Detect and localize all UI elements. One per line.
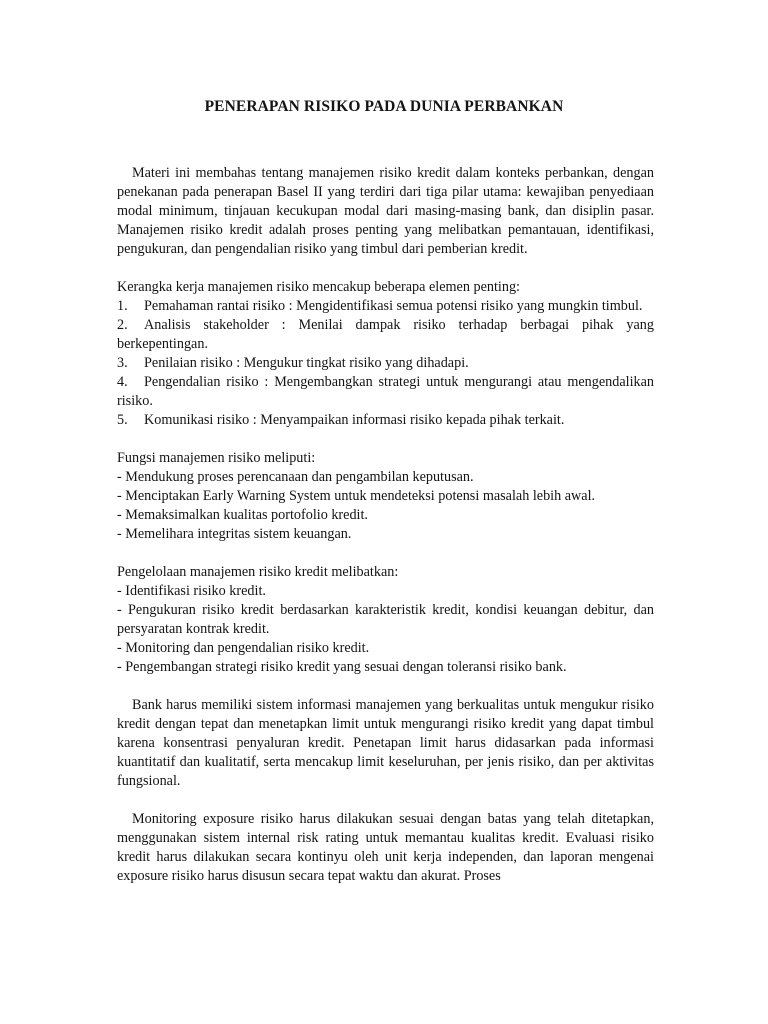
framework-item <box>117 316 654 354</box>
framework-item <box>117 373 654 411</box>
functions-heading: Fungsi manajemen risiko meliputi: <box>117 450 316 466</box>
functions-item: - Memelihara integritas sistem keuangan. <box>117 526 352 542</box>
intro-paragraph: Materi ini membahas tentang manajemen risiko kredit dalam konteks perbankan, dengan penekanan pada penerapan Basel II yang terdiri dari tiga pilar utama: kewajiban penyediaan modal minimum, tinjauan kecukupan modal dari masing-masing bank, dan disiplin pasar. Manajemen risiko kredit adalah proses penting yang melibatkan pemantauan, identifikasi, pengukuran, dan pengendalian risiko yang timbul dari pemberian kredit. <box>117 165 654 257</box>
management-item: - Monitoring dan pengendalian risiko kredit. <box>117 640 370 656</box>
item-number: 1. <box>117 298 128 314</box>
framework-section <box>117 278 654 430</box>
item-number: 3. <box>117 355 128 371</box>
management-item: - Identifikasi risiko kredit. <box>117 583 266 599</box>
framework-item <box>117 297 654 316</box>
management-section <box>117 563 654 677</box>
framework-heading: Kerangka kerja manajemen risiko mencakup beberapa elemen penting: <box>117 279 520 295</box>
item-number: 4. <box>117 374 128 390</box>
functions-item: - Memaksimalkan kualitas portofolio kredit. <box>117 507 368 523</box>
management-item: - Pengembangan strategi risiko kredit yang sesuai dengan toleransi risiko bank. <box>117 659 567 675</box>
management-heading: Pengelolaan manajemen risiko kredit melibatkan: <box>117 564 399 580</box>
framework-item <box>117 354 654 373</box>
management-item: - Pengukuran risiko kredit berdasarkan karakteristik kredit, kondisi keuangan debitur, dan persyaratan kontrak kredit. <box>117 602 654 637</box>
item-text: Penilaian risiko : Mengukur tingkat risiko yang dihadapi. <box>144 355 469 371</box>
item-number: 2. <box>117 317 128 333</box>
functions-section <box>117 449 654 544</box>
item-number: 5. <box>117 412 128 428</box>
item-text: Analisis stakeholder : Menilai dampak risiko terhadap berbagai pihak yang berkepentingan. <box>117 317 654 352</box>
document-body <box>117 164 654 905</box>
framework-item <box>117 411 654 430</box>
monitoring-paragraph: Monitoring exposure risiko harus dilakukan sesuai dengan batas yang telah ditetapkan, menggunakan sistem internal risk rating untuk memantau kualitas kredit. Evaluasi risiko kredit harus dilakukan secara kontinyu oleh unit kerja independen, dan laporan mengenai exposure risiko harus disusun secara tepat waktu dan akurat. Proses <box>117 811 654 884</box>
functions-item: - Menciptakan Early Warning System untuk mendeteksi potensi masalah lebih awal. <box>117 488 596 504</box>
item-text: Komunikasi risiko : Menyampaikan informasi risiko kepada pihak terkait. <box>144 412 565 428</box>
item-text: Pemahaman rantai risiko : Mengidentifikasi semua potensi risiko yang mungkin timbul. <box>144 298 643 314</box>
item-text: Pengendalian risiko : Mengembangkan strategi untuk mengurangi atau mengendalikan risiko. <box>117 374 654 409</box>
functions-item: - Mendukung proses perencanaan dan pengambilan keputusan. <box>117 469 474 485</box>
document-title: PENERAPAN RISIKO PADA DUNIA PERBANKAN <box>204 98 564 115</box>
bank-paragraph: Bank harus memiliki sistem informasi manajemen yang berkualitas untuk mengukur risiko kredit dengan tepat dan menetapkan limit untuk mengurangi risiko kredit yang dapat timbul karena konsentrasi penyaluran kredit. Penetapan limit harus didasarkan pada informasi kuantitatif dan kualitatif, serta mencakup limit keseluruhan, per jenis risiko, dan per aktivitas fungsional. <box>117 697 654 789</box>
